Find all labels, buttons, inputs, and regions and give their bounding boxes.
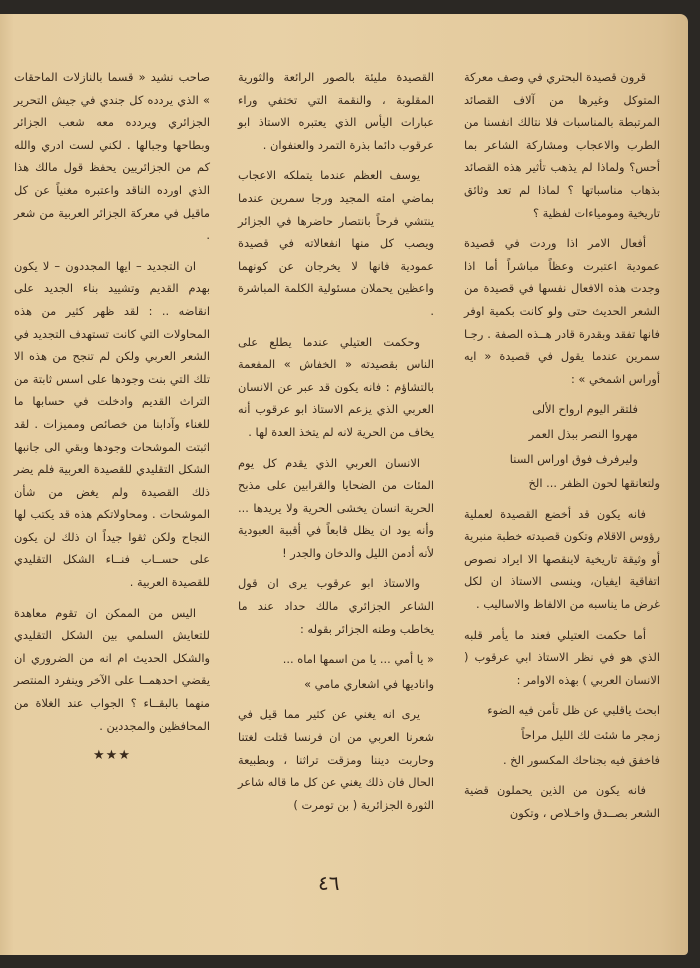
verse-line: ابحث ياقلبي عن ظل تأمن فيه الضوء	[487, 703, 660, 718]
magazine-page	[0, 14, 688, 955]
column-middle	[238, 66, 434, 824]
paragraph: أما حكمت العتيلي فعند ما يأمر قلبه الذي هو في نظر الاستاذ ابي عرقوب ( الانسان العربي ) بهذه الاوامر :	[464, 627, 660, 687]
verse-line: واناديها في اشعاري مامي »	[304, 676, 434, 691]
paragraph: يوسف العظم عندما يتملكه الاعجاب بماضي امته المجيد ورجا سمرين عندما ينتشي فرحاً بانتصار حاضرها في الجزائر ويصب كل منها انفعالاته في قصيدة عمودية فانها لا يخرجان عن كونهما واعظين يحملان مسئولية الكلمة المباشرة .	[238, 168, 434, 318]
verse-line: مهروا النصر ببذل العمر	[528, 426, 638, 441]
verse-line: زمجر ما شئت لك الليل مراحاً	[521, 728, 660, 743]
paragraph: فانه يكون من الذين يحملون قضية الشعر بصــدق واخـلاص ، وتكون	[464, 783, 660, 820]
paragraph: يرى انه يغني عن كثير مما قيل في شعرنا العربي من ان فرنسا قتلت لغتنا وحاربت ديننا ومزقت تراثنا ، وبطبيعة الحال فان ذلك يغني عن كل ما قاله شاعر الثورة الجزائرية ( بن تومرت )	[238, 707, 434, 812]
page-number: ٤٦	[318, 871, 340, 895]
section-separator-stars: ★★★	[93, 748, 131, 764]
paragraph: والاستاذ ابو عرقوب يرى ان قول الشاعر الجزائري مالك حداد عند ما يخاطب وطنه الجزائر بقوله :	[238, 576, 434, 636]
column-right	[464, 66, 660, 832]
paragraph: الانسان العربي الذي يقدم كل يوم المئات من الضحايا والقرابين على مذبح الحرية انسان يخشى الحرية ولا يريدها ... وأنه يود ان يظل قابعاً في أقبية العبودية لأنه أدمن الليل والدخان والجدر !	[238, 455, 434, 560]
paragraph: القصيدة مليئة بالصور الرائعة والثورية المقلوبة ، والنقمة التي تختفي وراء عبارات اليأس الذي يعتبره الاستاذ ابو عرقوب دائما بذرة التمرد والعنفوان .	[238, 70, 434, 152]
paragraph: أفعال الامر اذا وردت في قصيدة عمودية اعتبرت وعظاً مباشراً أما اذا وجدت هذه الافعال نفسها في قصيدة من الشعر الحديث حتى ولو كانت بكمية اوفر فانها تفقد وبقدرة قادر هــذه الصفة . رجـا سمرين عندما يقول في قصيدة « ايه أوراس اشمخي » :	[464, 236, 660, 386]
verse-line: ولتعانقها لحون الظفر ... الخ	[528, 476, 660, 491]
paragraph: صاحب نشيد « قسما بالنازلات الماحقات » الذي يردده كل جندي في جيش التحرير الجزائري ويردده معه شعب الجزائر وبطاحها وجبالها . لكني لست ادري والله كم من الجزائريين يحفظ قول مالك هذا الذي اورده الناقد واعتبره مغنياً عن كل ماقيل في معركة الجزائر العربية من شعر .	[14, 70, 210, 243]
verse-line: « يا أمي ... يا من اسمها اماه ...	[282, 652, 434, 667]
paragraph: فانه يكون قد أخضع القصيدة لعملية رؤوس الاقلام وتكون قصيدته خطبة منبرية أو وثيقة تاريخية لاينقصها الا ايراد نصوص اتفاقية ايفيان، وينسى الاستاذ ان لكل غرض ما يناسبه من الالفاظ والاساليب .	[464, 506, 660, 612]
verse-line: وليرفرف فوق اوراس السنا	[509, 451, 638, 466]
verse-line: فاخفق فيه بجناحك المكسور الخ .	[502, 752, 660, 767]
column-left	[14, 66, 210, 776]
verse-line: فلتقر اليوم ارواح الألى	[532, 402, 638, 417]
paragraph: وحكمت العتيلي عندما يطلع على الناس بقصيدته « الخفاش » المفعمة بالتشاؤم : فانه يكون قد عبر عن الانسان العربي الذي يزعم الاستاذ ابو عرقوب أنه يخاف من الحرية لانه لم يتخذ العدة لها .	[238, 334, 434, 439]
paragraph: قرون قصيدة البحتري في وصف معركة المتوكل وغيرها من آلاف القصائد المرتبطة بالمناسبات فلا نتالك انفسنا من الطرب والاعجاب ومشاركة الشاعر بما أحس؟ ولماذا لم يذهب تأثير هذه القصائد بذهاب مناسباتها ؟ لماذا لم تعد وثائق تاريخية ومومياءات لفظية ؟	[464, 70, 660, 220]
paragraph: اليس من الممكن ان تقوم معاهدة للتعايش السلمي بين الشكل التقليدي والشكل الحديث ام انه من الضروري ان يقضي احدهمــا على الآخر وينفرد المنتصر منهما بالبقــاء ؟ الجواب عند الغلاة من المحافظين والمجددين .	[14, 605, 210, 733]
paragraph: ان التجديد – ايها المجددون – لا يكون بهدم القديم وتشييد بناء الجديد على انقاضه .. : لقد ظهر كثير من هذه المحاولات التي كانت تستهدف التجديد في الشعر العربي ولكن لم تنجح من هذه الا تلك التي بنت وجودها على اسس ثابتة من التراث القديم وادخلت في حسابها ما للغناء وآدابنا من خصائص ومميزات . لقد اثبتت الموشحات وجودها وبقي الى جانبها الشكل التقليدي للقصيدة العربية فلم يضر ذلك القصيدة ولم يغض من شأن الموشحات . ومحاولاتكم هذه قد يكتب لها النجاح ولكن ثقوا جيداً ان ذلك لن يكون على حســاب فنــاء الشكل التقليدي للقصيدة العربية .	[14, 258, 210, 590]
